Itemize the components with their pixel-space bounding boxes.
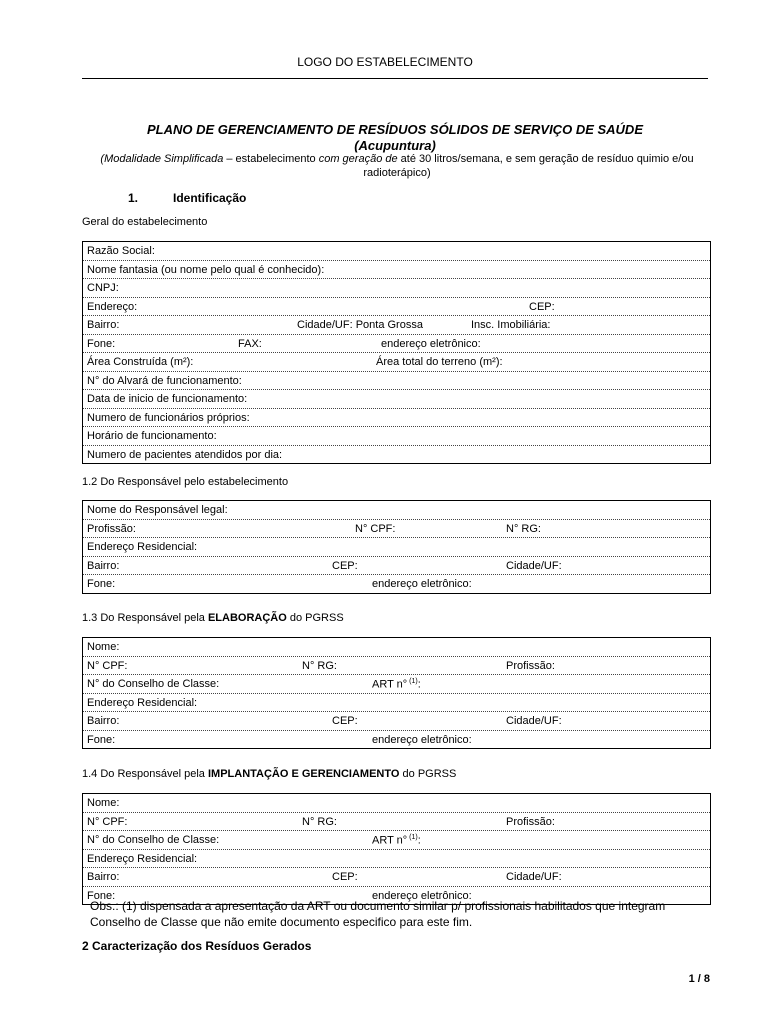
form-field-label: N° CPF: (87, 815, 128, 828)
section-1-4-heading-bold: IMPLANTAÇÃO E GERENCIAMENTO (207, 768, 400, 780)
form-field-label: CEP: (332, 871, 358, 883)
form-field-label: Profissão: (87, 522, 136, 535)
form-field-label: Cidade/UF: Ponta Grossa (297, 319, 423, 331)
form-field-label: Bairro: (87, 559, 120, 572)
form-row (83, 446, 710, 464)
section-1-number: 1. (128, 191, 139, 205)
note-italic-1: (Modalidade Simplificada (100, 153, 224, 165)
form-field-label: Horário de funcionamento: (87, 430, 217, 442)
form-row (83, 712, 710, 731)
modality-note (82, 152, 712, 180)
form-row (83, 353, 710, 372)
form-field-label: N° do Conselho de Classe: (87, 678, 220, 690)
header-divider (82, 78, 708, 79)
form-row (83, 813, 710, 832)
form-field-label: Fone: (87, 337, 116, 350)
form-row (83, 575, 710, 593)
form-row (83, 372, 710, 391)
page-number: 1 / 8 (688, 973, 710, 985)
form-row (83, 850, 710, 869)
form-field-label: Endereço Residencial: (87, 852, 198, 865)
form-field-label: endereço eletrônico: (372, 889, 472, 902)
form-field-label: Fone: (87, 733, 116, 746)
form-field-label: Nome: (87, 797, 120, 809)
form-field-label: Profissão: (506, 815, 555, 828)
form-field-label: Endereço Residencial: (87, 541, 198, 553)
section-1-3-heading-pre: 1.3 Do Responsável pela (82, 612, 208, 624)
form-field-label: Data de inicio de funcionamento: (87, 393, 248, 405)
form-field-label: FAX: (238, 337, 262, 350)
establishment-form (82, 241, 711, 464)
form-field-label: CNPJ: (87, 282, 119, 294)
form-field-label: Nome do Responsável legal: (87, 504, 228, 516)
form-row (83, 316, 710, 335)
form-row (83, 409, 710, 428)
form-row (83, 538, 710, 557)
section-1-3-heading-bold: ELABORAÇÃO (207, 612, 287, 624)
form-row (83, 261, 710, 280)
document-subtitle: (Acupuntura) (354, 138, 436, 153)
form-row (83, 501, 710, 520)
form-row (83, 242, 710, 261)
section-1-3-heading (82, 612, 344, 624)
form-row (83, 390, 710, 409)
section-1-2-heading: 1.2 Do Responsável pelo estabelecimento (82, 476, 289, 488)
section-1-4-heading (82, 768, 456, 780)
form-row (83, 731, 710, 749)
form-field-label: Razão Social: (87, 245, 155, 257)
form-row (83, 520, 710, 539)
form-field-label: Fone: (87, 889, 116, 902)
section-1-heading (128, 191, 246, 205)
form-field-label: N° CPF: (355, 522, 396, 535)
logo-placeholder: LOGO DO ESTABELECIMENTO (297, 55, 473, 69)
form-row (83, 831, 710, 850)
form-field-label: Endereço Residencial: (87, 696, 198, 709)
form-field-label: Cidade/UF: (506, 559, 562, 572)
form-field-label: Bairro: (87, 715, 120, 727)
form-field-label: Nome fantasia (ou nome pelo qual é conhecido): (87, 263, 325, 276)
form-field-label: Cidade/UF: (506, 871, 562, 883)
observation-note: Obs.: (1) dispensada a apresentação da ART ou documento similar p/ profissionais habilitados que integram Conselho de Classe que não emite documento especifico para este fim. (90, 899, 666, 929)
form-row (83, 638, 710, 657)
form-field-label: CEP: (332, 559, 358, 572)
note-text-1: – estabelecimento (223, 153, 319, 165)
form-field-label: Área total do terreno (m²): (376, 356, 503, 368)
form-field-label: Bairro: (87, 871, 120, 883)
note-italic-2: com geração de (318, 153, 398, 165)
section-1-subheading: Geral do estabelecimento (82, 216, 208, 228)
footnote-marker: (1) (407, 678, 418, 685)
form-row (83, 557, 710, 576)
form-row (83, 868, 710, 887)
form-field-label: ART n° $^{(1)}$: (372, 678, 421, 691)
legal-responsible-form (82, 500, 711, 594)
form-field-label: N° do Conselho de Classe: (87, 834, 220, 846)
form-row (83, 279, 710, 298)
form-field-label: N° RG: (302, 659, 337, 672)
form-field-label: CEP: (529, 300, 555, 313)
form-field-label: ART n° $^{(1)}$: (372, 834, 421, 847)
form-row (83, 427, 710, 446)
form-field-label: Cidade/UF: (506, 715, 562, 727)
form-field-label: Nome: (87, 641, 120, 653)
form-row (83, 675, 710, 694)
form-field-label: Área Construída (m²): (87, 356, 194, 368)
form-field-label: endereço eletrônico: (381, 337, 481, 350)
form-field-label: Profissão: (506, 659, 555, 672)
form-field-label: endereço eletrônico: (372, 578, 472, 590)
section-1-4-heading-pre: 1.4 Do Responsável pela (82, 768, 208, 780)
section-1-3-heading-post: do PGRSS (286, 612, 344, 624)
form-field-label: Insc. Imobiliária: (471, 319, 551, 331)
elaboration-responsible-form (82, 637, 711, 749)
form-field-label: Numero de funcionários próprios: (87, 411, 250, 424)
form-field-label: Endereço: (87, 300, 138, 313)
form-row (83, 335, 710, 354)
form-row (83, 694, 710, 713)
form-row (83, 657, 710, 676)
form-field-label: Numero de pacientes atendidos por dia: (87, 448, 283, 461)
section-1-title: Identificação (173, 191, 247, 205)
form-field-label: endereço eletrônico: (372, 733, 472, 746)
form-field-label: CEP: (332, 715, 358, 727)
form-field-label: N° RG: (302, 815, 337, 828)
form-field-label: N° do Alvará de funcionamento: (87, 374, 242, 387)
form-field-label: N° RG: (506, 522, 541, 535)
form-row (83, 794, 710, 813)
document-title: PLANO DE GERENCIAMENTO DE RESÍDUOS SÓLIDOS DE SERVIÇO DE SAÚDE (147, 122, 643, 137)
form-field-label: Fone: (87, 578, 116, 590)
form-field-label: Bairro: (87, 319, 120, 331)
footnote-marker: (1) (407, 834, 418, 841)
note-text-2: até 30 litros/semana, e sem geração de resíduo quimio e/ou radioterápico) (363, 153, 694, 179)
section-2-title: 2 Caracterização dos Resíduos Gerados (82, 939, 312, 953)
form-field-label: N° CPF: (87, 659, 128, 672)
form-row (83, 298, 710, 317)
implementation-responsible-form (82, 793, 711, 905)
section-1-4-heading-post: do PGRSS (399, 768, 457, 780)
